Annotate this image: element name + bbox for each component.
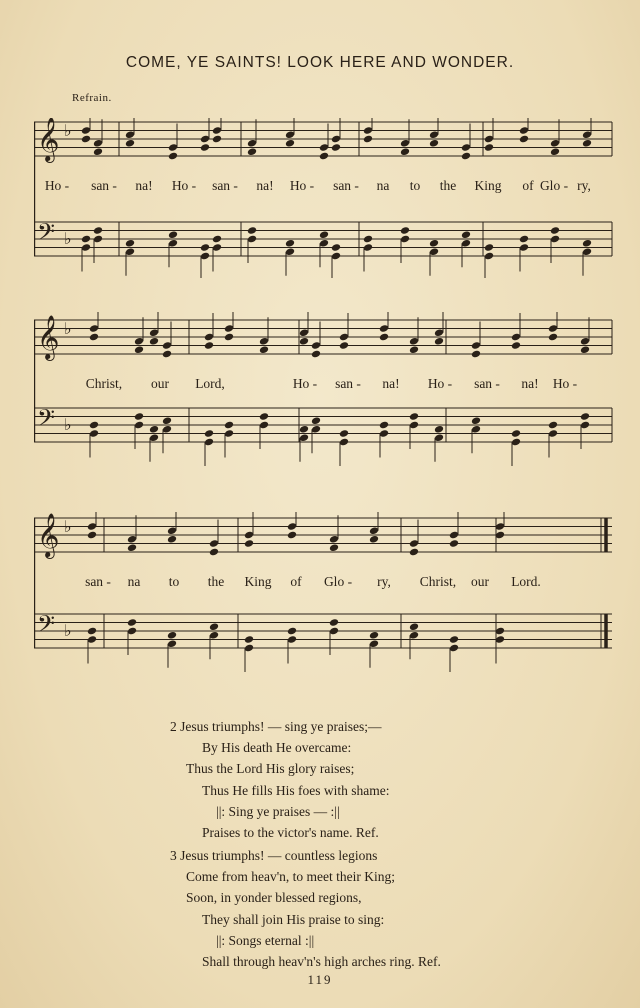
notehead (550, 147, 560, 156)
lyric-syllable: Christ, (419, 574, 457, 589)
bass-clef-icon: 𝄢 (37, 218, 56, 251)
lyric-syllable: san - (333, 178, 359, 193)
notehead (212, 135, 222, 144)
notehead (319, 152, 329, 161)
lyric-syllable: Glo - (323, 574, 353, 589)
notehead (244, 539, 254, 548)
lyric-syllable: of (522, 178, 534, 193)
notehead (127, 543, 137, 552)
verse-2-line: ||: Sing ye praises — :|| (216, 803, 340, 819)
verse-3-line: 3 Jesus triumphs! — countless legions (170, 848, 378, 863)
treble-clef-icon: 𝄞 (37, 513, 60, 557)
verse-3-line: Come from heav'n, to meet their King; (186, 869, 396, 885)
hymn-title: COME, YE SAINTS! LOOK HERE AND WONDER. (125, 54, 515, 71)
notehead (409, 548, 419, 557)
lyric-syllable: san - (474, 376, 500, 391)
flat-key-signature-icon: ♭ (64, 415, 72, 434)
lyric-syllable: san - (335, 376, 361, 391)
notehead (311, 416, 321, 425)
flat-key-signature-icon: ♭ (64, 621, 72, 640)
notehead (134, 345, 144, 354)
notehead (331, 143, 341, 152)
notehead (329, 543, 339, 552)
lyric-syllable: our (471, 574, 489, 589)
notehead (162, 350, 172, 359)
notehead (339, 429, 349, 438)
notehead (285, 139, 295, 148)
lyric-syllable: san - (91, 178, 117, 193)
lyric-syllable: King (244, 574, 272, 589)
lyric-syllable: na! (256, 178, 274, 193)
lyric-syllable: the (439, 178, 457, 193)
lyric-syllable: Ho - (171, 178, 197, 193)
music-system-2 (34, 312, 614, 472)
lyric-syllable: King (474, 178, 502, 193)
lyric-syllable: Ho - (289, 178, 315, 193)
treble-clef-icon: 𝄞 (37, 315, 60, 359)
music-system-1 (34, 118, 614, 278)
notehead (548, 333, 558, 342)
notehead (87, 531, 97, 540)
lyric-syllable: ry, (377, 574, 391, 589)
notehead (379, 421, 389, 430)
notehead (209, 622, 219, 631)
verse-2-line: Praises to the victor's name. Ref. (202, 825, 379, 841)
notehead (400, 147, 410, 156)
notehead (409, 345, 419, 354)
notehead (224, 421, 234, 430)
notehead (212, 235, 222, 244)
notehead (87, 627, 97, 636)
notehead (81, 235, 91, 244)
lyric-syllable: na (127, 574, 141, 589)
lyric-syllable: to (168, 574, 180, 589)
notehead (259, 412, 269, 421)
notehead (89, 333, 99, 342)
lyric-syllable: Lord. (511, 574, 541, 589)
notehead (580, 412, 590, 421)
verse-3-line: Soon, in yonder blessed regions, (186, 890, 362, 906)
notehead (247, 147, 257, 156)
notehead (449, 635, 459, 644)
notehead (224, 333, 234, 342)
lyric-syllable: our (151, 376, 169, 391)
notehead (204, 341, 214, 350)
notehead (519, 135, 529, 144)
notehead (548, 421, 558, 430)
music-system-3 (34, 512, 614, 672)
lyric-syllable: na (376, 178, 390, 193)
notehead (134, 412, 144, 421)
notehead (550, 226, 560, 235)
verse-3-line: Shall through heav'n's high arches ring. Ref. (202, 954, 441, 970)
verse-3-line: They shall join His praise to sing: (202, 911, 385, 927)
verse-2 (170, 716, 389, 843)
verse-2-line: Thus the Lord His glory raises; (186, 761, 355, 777)
notehead (247, 226, 257, 235)
notehead (519, 235, 529, 244)
lyric-syllable: to (409, 178, 421, 193)
lyrics-line-1 (34, 178, 614, 196)
notehead (379, 333, 389, 342)
notehead (168, 152, 178, 161)
notehead (363, 135, 373, 144)
notehead (400, 226, 410, 235)
lyric-syllable: san - (212, 178, 238, 193)
notehead (582, 139, 592, 148)
notehead (449, 539, 459, 548)
lyric-syllable: Ho - (44, 178, 70, 193)
bass-clef-icon: 𝄢 (37, 404, 56, 437)
notehead (311, 350, 321, 359)
notehead (409, 622, 419, 631)
score-system-1-svg (34, 118, 614, 278)
notehead (511, 341, 521, 350)
lyric-syllable: Christ, (85, 376, 123, 391)
notehead (125, 139, 135, 148)
notehead (204, 429, 214, 438)
page-number: 119 (307, 972, 333, 987)
lyric-syllable: Ho - (552, 376, 578, 391)
notehead (299, 337, 309, 346)
notehead (127, 618, 137, 627)
notehead (461, 230, 471, 239)
notehead (209, 548, 219, 557)
notehead (511, 429, 521, 438)
lyric-syllable: san - (85, 574, 111, 589)
lyric-syllable: the (207, 574, 225, 589)
notehead (409, 412, 419, 421)
lyric-syllable: of (290, 574, 302, 589)
notehead (363, 235, 373, 244)
flat-key-signature-icon: ♭ (64, 121, 72, 140)
lyric-syllable: ry, (577, 178, 591, 193)
notehead (434, 425, 444, 434)
notehead (259, 345, 269, 354)
flat-key-signature-icon: ♭ (64, 517, 72, 536)
notehead (200, 243, 210, 252)
notehead (429, 139, 439, 148)
bass-clef-icon: 𝄢 (37, 610, 56, 643)
notehead (329, 618, 339, 627)
lyric-syllable: Ho - (427, 376, 453, 391)
lyric-syllable: Lord, (195, 376, 225, 391)
notehead (484, 143, 494, 152)
verse-3 (170, 845, 441, 972)
notehead (287, 531, 297, 540)
notehead (167, 535, 177, 544)
notehead (461, 152, 471, 161)
notehead (299, 425, 309, 434)
notehead (89, 421, 99, 430)
notehead (200, 143, 210, 152)
notehead (471, 416, 481, 425)
notehead (319, 230, 329, 239)
notehead (125, 239, 135, 248)
lyric-syllable: na! (382, 376, 400, 391)
notehead (168, 230, 178, 239)
lyric-syllable: Glo - (539, 178, 569, 193)
notehead (331, 243, 341, 252)
notehead (162, 416, 172, 425)
notehead (149, 337, 159, 346)
flat-key-signature-icon: ♭ (64, 319, 72, 338)
notehead (244, 635, 254, 644)
notehead (285, 239, 295, 248)
verse-3-line: ||: Songs eternal :|| (216, 932, 315, 948)
verse-2-line: By His death He overcame: (202, 740, 352, 756)
notehead (93, 147, 103, 156)
notehead (471, 350, 481, 359)
notehead (93, 226, 103, 235)
notehead (369, 535, 379, 544)
notehead (287, 627, 297, 636)
refrain-label: Refrain. (72, 92, 112, 104)
score-system-3-svg (34, 512, 614, 672)
treble-clef-icon: 𝄞 (37, 118, 60, 161)
notehead (369, 631, 379, 640)
notehead (580, 345, 590, 354)
verse-2-line: Thus He fills His foes with shame: (202, 782, 390, 798)
notehead (484, 243, 494, 252)
notehead (434, 337, 444, 346)
lyric-syllable: na! (135, 178, 153, 193)
verse-2-line: 2 Jesus triumphs! — sing ye praises;— (170, 719, 382, 734)
notehead (429, 239, 439, 248)
lyrics-line-2 (34, 376, 614, 394)
notehead (339, 341, 349, 350)
notehead (149, 425, 159, 434)
lyric-syllable: na! (521, 376, 539, 391)
flat-key-signature-icon: ♭ (64, 229, 72, 248)
notehead (582, 239, 592, 248)
notehead (81, 135, 91, 144)
lyric-syllable: Ho - (292, 376, 318, 391)
lyrics-line-3 (34, 574, 614, 592)
notehead (167, 631, 177, 640)
